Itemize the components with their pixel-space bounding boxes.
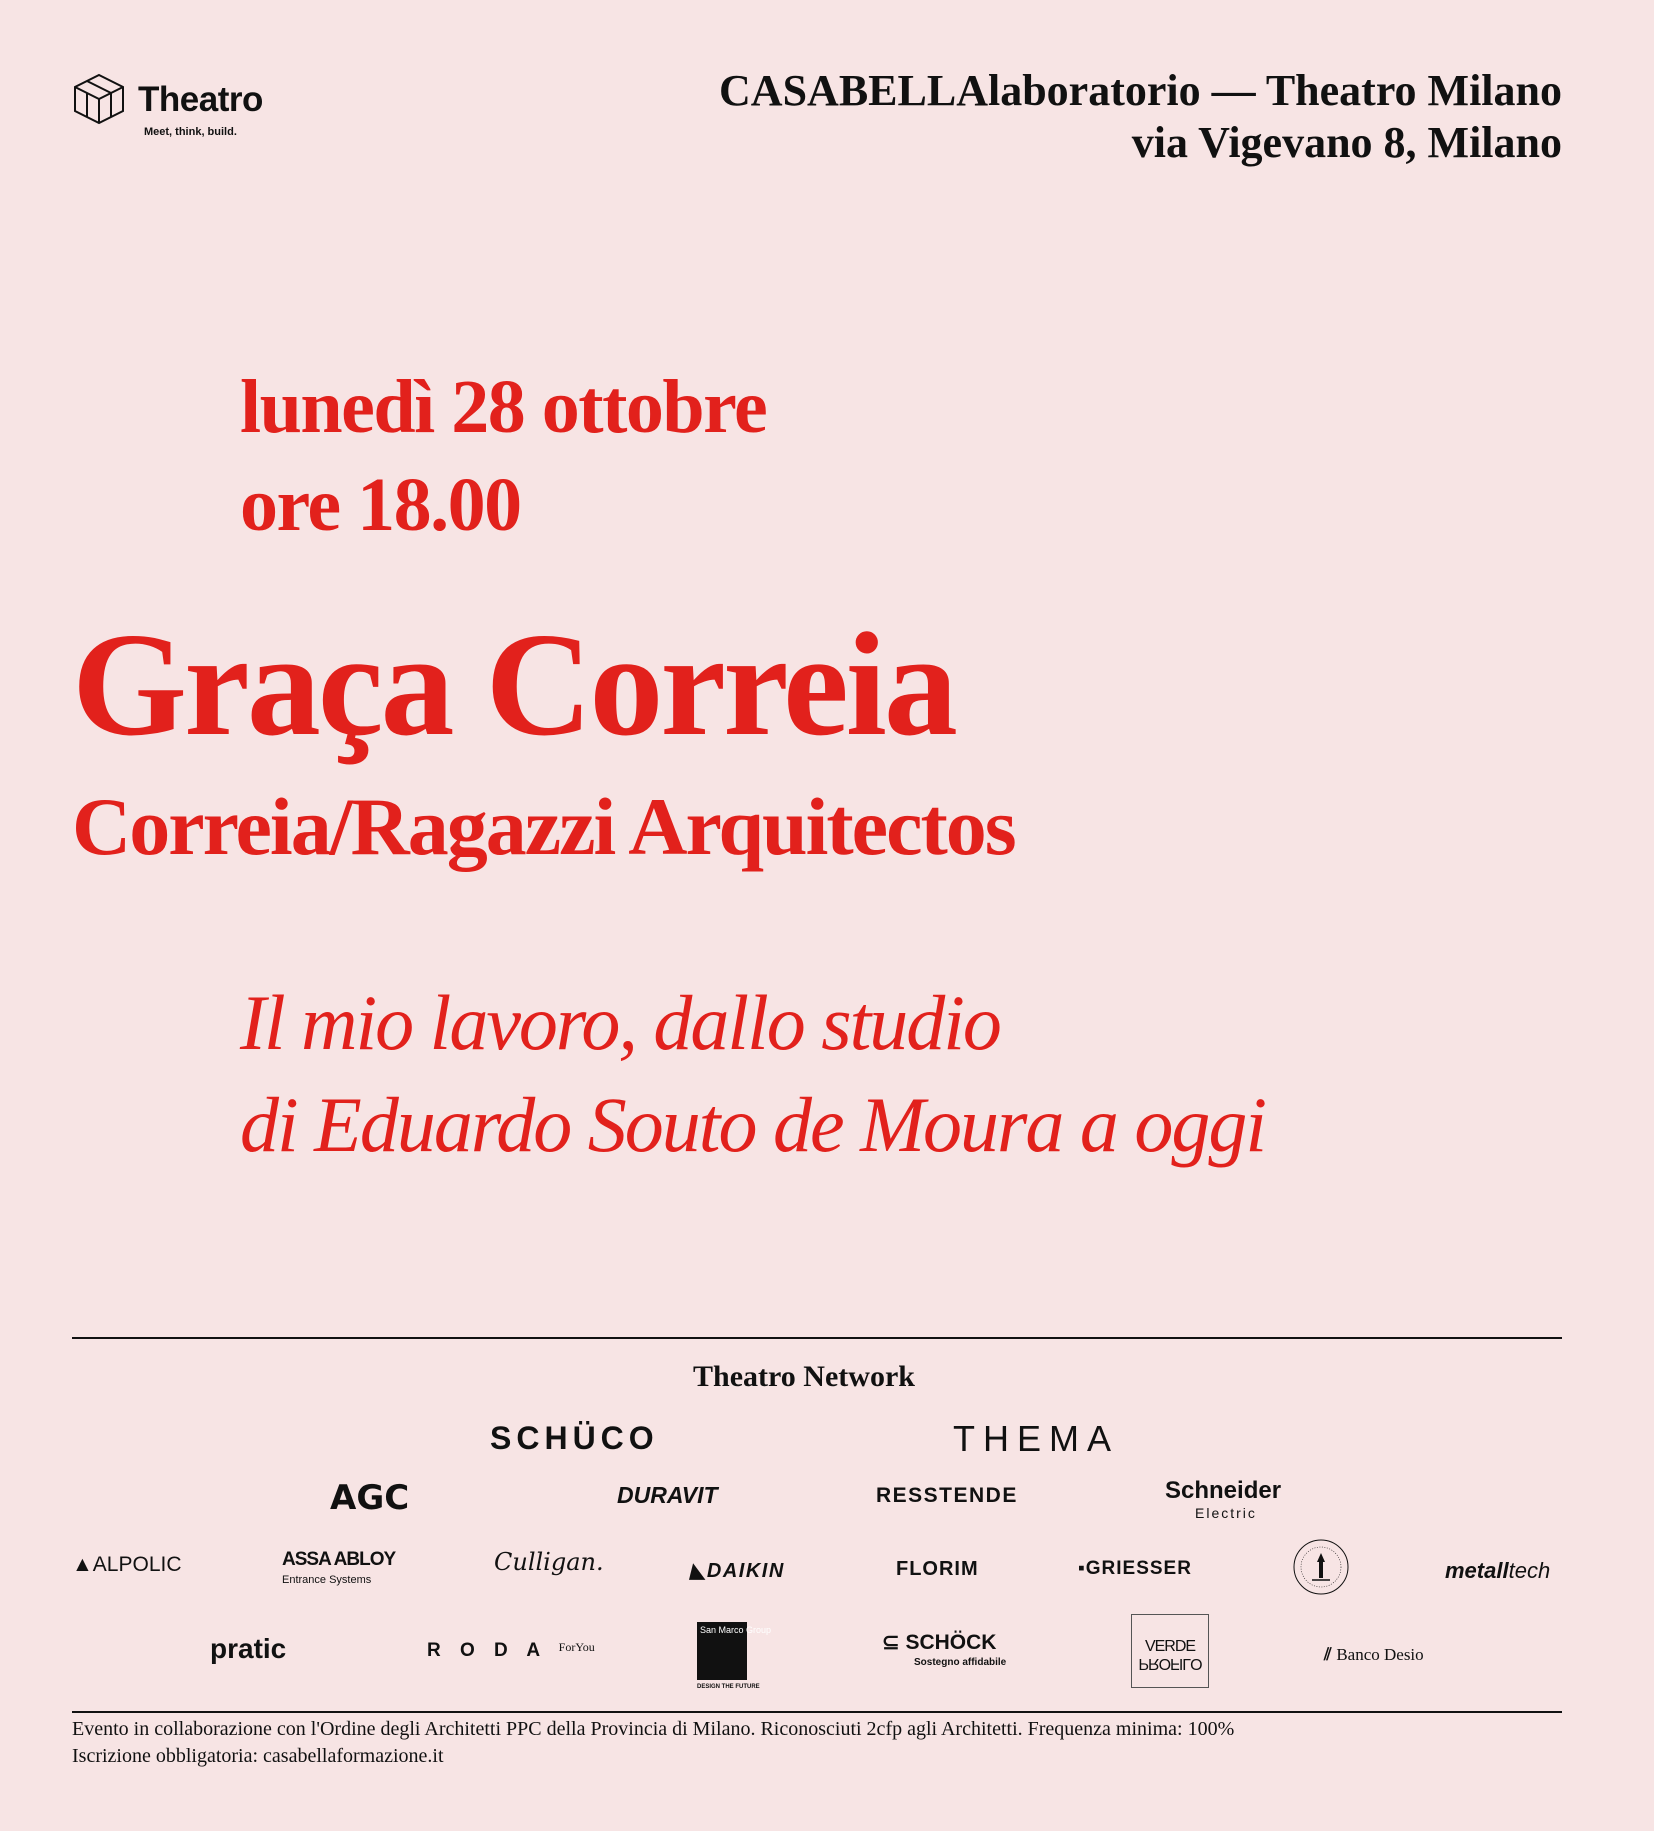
sponsor-resstende: RESSTENDE [876, 1484, 1018, 1507]
sponsor-assa-abloy [282, 1550, 395, 1590]
metall-wordmark: metall [1445, 1558, 1509, 1583]
event-time: ore 18.00 [240, 463, 521, 547]
profilo-wordmark-mirrored: PROFILO [1138, 1655, 1202, 1672]
sponsor-roda [427, 1640, 595, 1662]
network-title: Theatro Network [693, 1360, 915, 1393]
sponsor-agc: AGC [330, 1478, 410, 1518]
sponsor-verde-profilo [1131, 1614, 1209, 1688]
venue-line-1: CASABELLAlaboratorio — Theatro Milano [719, 66, 1562, 115]
sponsor-schneider [1165, 1477, 1282, 1524]
theatro-logo [70, 70, 290, 145]
logo-tagline: Meet, think, build. [144, 126, 237, 138]
roda-sub: ForYou [558, 1640, 595, 1654]
event-datetime [240, 358, 766, 554]
schock-name: SCHÖCK [905, 1631, 997, 1654]
lecture-title [240, 972, 1265, 1176]
griesser-wordmark: GRIESSER [1085, 1558, 1192, 1579]
sponsor-san-marco-group: San Marco Group [697, 1622, 747, 1680]
alpolic-wordmark: ALPOLIC [92, 1553, 182, 1576]
lecture-title-line-1: Il mio lavoro, dallo studio [240, 979, 1000, 1066]
sponsor-florim: FLORIM [896, 1558, 979, 1580]
schneider-wordmark: Schneider [1165, 1477, 1282, 1504]
assa-wordmark: ASSA ABLOY [282, 1549, 396, 1570]
theatro-cube-icon [70, 72, 128, 126]
venue-info [719, 65, 1562, 169]
sponsor-culligan: Culligan. [494, 1548, 604, 1576]
daikin-mark-icon: ◣ [690, 1560, 707, 1582]
banco-desio-wordmark: Banco Desio [1336, 1645, 1424, 1664]
event-date: lunedì 28 ottobre [240, 365, 767, 449]
roda-wordmark: R O D A [427, 1640, 547, 1661]
tech-wordmark: tech [1508, 1558, 1551, 1583]
sponsor-thema: THEMA [953, 1418, 1119, 1459]
sponsor-duravit: DURAVIT [617, 1482, 718, 1508]
speaker-studio: Correia/Ragazzi Arquitectos [72, 781, 1015, 872]
sponsor-daikin [690, 1558, 785, 1583]
sponsor-griesser [1078, 1558, 1192, 1580]
daikin-wordmark: DAIKIN [706, 1560, 785, 1582]
sponsor-schock [882, 1633, 1006, 1673]
footer-notes [72, 1716, 1234, 1770]
venue-address: via Vigevano 8, Milano [1131, 118, 1562, 167]
footer-registration: Iscrizione obbligatoria: casabellaformazione.it [72, 1745, 444, 1767]
speaker-name: Graça Correia [72, 603, 955, 767]
logo-wordmark: Theatro [138, 80, 263, 119]
sponsor-schuco: SCHÜCO [490, 1420, 659, 1456]
sponsor-pratic: pratic [210, 1633, 287, 1664]
griesser-mark-icon: ▪ [1078, 1558, 1086, 1579]
sponsor-alpolic [72, 1553, 182, 1577]
banco-desio-mark-icon: ⫽ [1324, 1645, 1337, 1664]
divider-top [72, 1337, 1562, 1339]
schock-mark-icon: ⊆ [882, 1631, 906, 1654]
lecture-title-line-2: di Eduardo Souto de Moura a oggi [240, 1081, 1266, 1168]
ordine-architetti-seal-icon [1292, 1538, 1350, 1596]
sponsor-metalltech [1445, 1558, 1550, 1584]
verde-wordmark: VERDE [1144, 1638, 1196, 1655]
alpolic-mark-icon: ▲ [72, 1553, 93, 1576]
sponsor-banco-desio [1324, 1645, 1424, 1665]
footer-accreditation: Evento in collaborazione con l'Ordine degli Architetti PPC della Provincia di Milano. Riconosciuti 2cfp agli Architetti. Frequenza minima: 100% [72, 1718, 1235, 1740]
schock-sub: Sostegno affidabile [914, 1657, 1007, 1668]
schneider-sub: Electric [1195, 1505, 1257, 1521]
schock-wordmark [882, 1633, 1006, 1653]
assa-sub: Entrance Systems [282, 1574, 372, 1586]
divider-bottom [72, 1711, 1562, 1713]
san-marco-tagline: DESIGN THE FUTURE [697, 1684, 760, 1690]
